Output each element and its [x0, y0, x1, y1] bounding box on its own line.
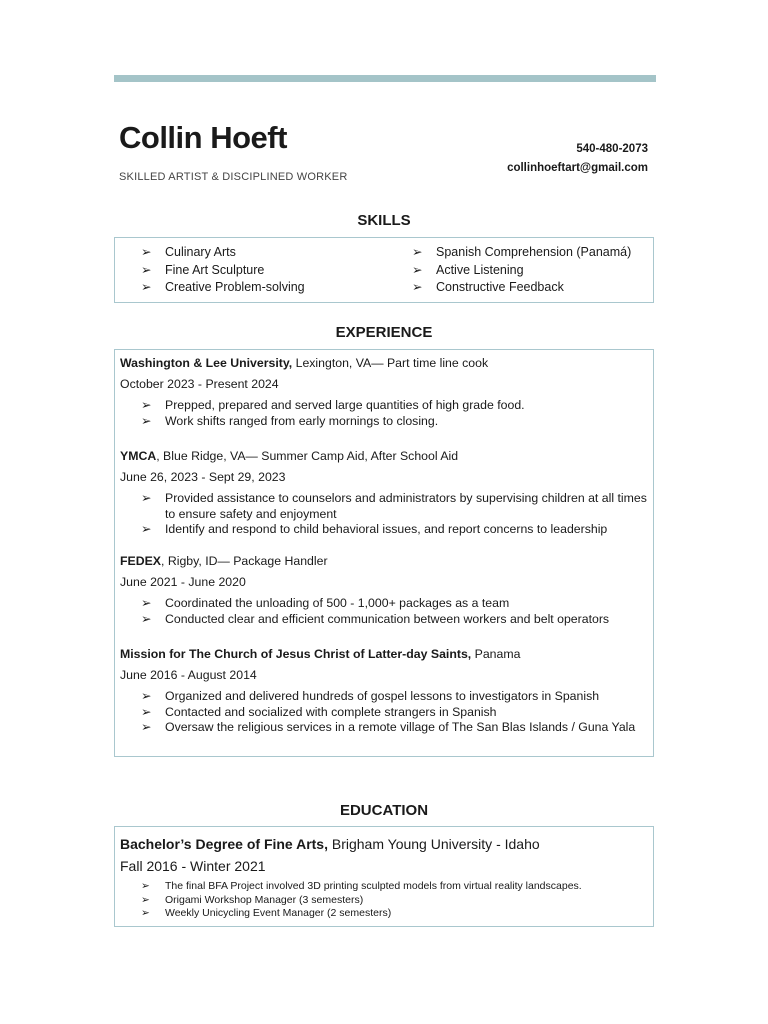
job-dates: June 26, 2023 - Sept 29, 2023 — [120, 470, 286, 485]
job-entry — [120, 647, 648, 736]
job-organization: YMCA — [120, 449, 157, 464]
bullet-arrow-icon: ➢ — [141, 245, 152, 259]
bullet-arrow-icon: ➢ — [412, 262, 423, 277]
bullet-arrow-icon: ➢ — [141, 907, 150, 919]
job-bullet: ➢ Coordinated the unloading of 500 - 1,000+ packages as a team — [141, 595, 510, 610]
job-bullets — [141, 596, 648, 627]
job-entry — [120, 554, 648, 627]
job-dates: June 2016 - August 2014 — [120, 668, 257, 683]
job-entry — [120, 356, 648, 429]
job-organization: Mission for The Church of Jesus Christ of Latter-day Saints, — [120, 647, 472, 662]
skill-item: ➢ Creative Problem-solving — [141, 279, 305, 297]
job-detail: , Rigby, ID— Package Handler — [161, 553, 328, 568]
bullet-arrow-icon: ➢ — [141, 413, 152, 428]
job-bullets — [141, 689, 648, 736]
experience-heading: EXPERIENCE — [335, 324, 433, 341]
header-accent-bar — [114, 75, 656, 82]
bullet-arrow-icon: ➢ — [141, 893, 150, 906]
job-bullets — [141, 398, 648, 429]
bullet-arrow-icon: ➢ — [141, 720, 152, 735]
job-dates: October 2023 - Present 2024 — [120, 377, 279, 391]
job-detail: Lexington, VA— Part time line cook — [292, 356, 489, 370]
job-bullet: ➢ Work shifts ranged from early mornings to closing. — [141, 413, 439, 428]
bullet-arrow-icon: ➢ — [141, 595, 152, 610]
job-bullet: ➢ Identify and respond to child behavioral issues, and report concerns to leadership — [141, 522, 608, 537]
job-bullet: ➢ Contacted and socialized with complete strangers in Spanish — [141, 704, 497, 719]
bullet-arrow-icon: ➢ — [412, 245, 423, 259]
email-address: collinhoeftart@gmail.com — [507, 162, 648, 174]
job-bullet: ➢ Prepped, prepared and served large quantities of high grade food. — [141, 398, 525, 412]
skill-item: ➢ Spanish Comprehension (Panamá) — [412, 244, 631, 262]
education-bullet: ➢ The final BFA Project involved 3D printing sculpted models from virtual reality landscapes. — [141, 880, 582, 892]
skills-left-list — [141, 244, 305, 297]
job-bullet: ➢ Oversaw the religious services in a remote village of The San Blas Islands / Guna Yala — [141, 720, 636, 735]
skills-right-list — [412, 244, 631, 297]
skill-item: ➢ Active Listening — [412, 262, 631, 280]
bullet-arrow-icon: ➢ — [141, 491, 152, 506]
experience-box — [114, 349, 654, 757]
skill-item: ➢ Culinary Arts — [141, 244, 305, 262]
bullet-arrow-icon: ➢ — [141, 704, 152, 719]
education-bullet: ➢ Origami Workshop Manager (3 semesters) — [141, 893, 364, 906]
contact-info — [507, 140, 648, 178]
job-bullets — [141, 491, 648, 538]
bullet-arrow-icon: ➢ — [412, 280, 423, 294]
skills-box — [114, 237, 654, 303]
job-dates: June 2021 - June 2020 — [120, 574, 246, 589]
education-dates: Fall 2016 - Winter 2021 — [120, 858, 266, 874]
job-organization: Washington & Lee University, — [120, 356, 293, 370]
candidate-tagline: SKILLED ARTIST & DISCIPLINED WORKER — [119, 171, 348, 183]
education-box — [114, 826, 654, 927]
skill-item: ➢ Constructive Feedback — [412, 279, 631, 297]
job-detail: Panama — [471, 647, 521, 662]
job-bullet: ➢ Organized and delivered hundreds of gospel lessons to investigators in Spanish — [141, 689, 600, 704]
job-detail: , Blue Ridge, VA— Summer Camp Aid, After School Aid — [156, 449, 459, 464]
phone-number: 540-480-2073 — [576, 143, 648, 155]
bullet-arrow-icon: ➢ — [141, 880, 150, 892]
bullet-arrow-icon: ➢ — [141, 280, 152, 294]
candidate-name: Collin Hoeft — [119, 120, 287, 155]
bullet-arrow-icon: ➢ — [141, 262, 152, 277]
job-bullet: ➢ Provided assistance to counselors and administrators by supervising children at all times to ensure safety and enjoyment — [141, 491, 647, 521]
education-bullet: ➢ Weekly Unicycling Event Manager (2 semesters) — [141, 907, 392, 919]
bullet-arrow-icon: ➢ — [141, 689, 152, 704]
job-entry — [120, 449, 648, 538]
bullet-arrow-icon: ➢ — [141, 611, 152, 626]
job-bullet: ➢ Conducted clear and efficient communication between workers and belt operators — [141, 611, 610, 626]
job-organization: FEDEX — [120, 553, 161, 568]
skill-item: ➢ Fine Art Sculpture — [141, 262, 305, 280]
education-bullets — [141, 880, 648, 921]
skills-heading: SKILLS — [357, 212, 411, 229]
school-name: Brigham Young University - Idaho — [327, 836, 540, 852]
bullet-arrow-icon: ➢ — [141, 522, 152, 537]
education-heading: EDUCATION — [339, 802, 429, 819]
degree-name: Bachelor’s Degree of Fine Arts, — [120, 836, 328, 852]
bullet-arrow-icon: ➢ — [141, 398, 152, 412]
